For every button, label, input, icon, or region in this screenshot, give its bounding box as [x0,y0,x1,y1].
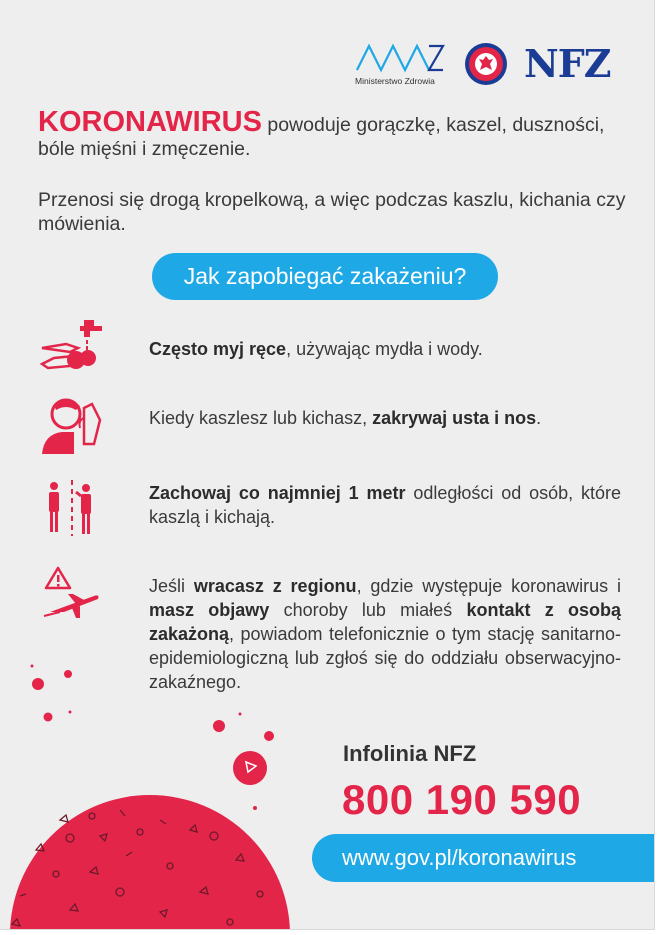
tip-wash-hands [149,337,621,361]
social-distance-icon [44,480,100,536]
tip-distance-rest: odległości od osób, które kaszlą i kichają. [149,483,621,527]
intro-symptoms-text: powoduje gorączkę, kaszel, duszności, bóle mięśni i zmęczenie. [38,114,605,160]
travel-warning-icon [42,566,102,620]
cough-cover-icon [40,394,104,456]
intro-paragraph [38,106,628,161]
tip-travel-b3: kontakt z osobą zakażoną [149,600,621,644]
ministry-caption: Ministerstwo Zdrowia [355,76,435,86]
ministry-of-health-logo [355,40,447,90]
virus-decoration-icon [0,660,330,930]
tip-travel-p1: Jeśli [149,576,194,596]
prevention-heading-pill: Jak zapobiegać zakażeniu? [152,253,498,300]
website-link[interactable]: www.gov.pl/koronawirus [312,834,655,882]
tip-wash-hands-rest: , używając mydła i wody. [286,339,483,359]
coronavirus-keyword: KORONAWIRUS [38,106,262,138]
hand-washing-icon [40,318,104,372]
nfz-logo: NFZ [524,41,611,86]
tip-cover-pre: Kiedy kaszlesz lub kichasz, [149,408,373,428]
tip-keep-distance [149,481,621,529]
tip-distance-bold: Zachowaj co najmniej 1 metr [149,483,406,503]
transmission-paragraph: Przenosi się drogą kropelkową, a więc podczas kaszlu, kichania czy mówienia. [38,189,626,235]
tip-cover-bold: zakrywaj usta i nos [372,408,537,428]
ministry-logo-mark-icon [355,40,447,76]
tip-travel-p4: , powiadom telefonicznie o tym stację sanitarno-epidemiologiczną lub zgłoś się do oddziału obserwacyjno-zakaźnego. [149,624,621,692]
tip-wash-hands-bold: Często myj ręce [149,339,287,359]
sanitary-inspection-seal-icon [464,42,508,86]
hotline-number[interactable]: 800 190 590 [342,776,582,823]
tip-travel-p2: , gdzie występuje koronawirus i [356,576,621,596]
tip-travel-p3: choroby lub miałeś [269,600,467,620]
hotline-label: Infolinia NFZ [343,741,477,766]
tip-travel-b2: masz objawy [149,600,270,620]
tip-travel-b1: wracasz z regionu [193,576,357,596]
tip-cover-mouth [149,406,621,430]
tip-cover-post: . [536,408,542,428]
